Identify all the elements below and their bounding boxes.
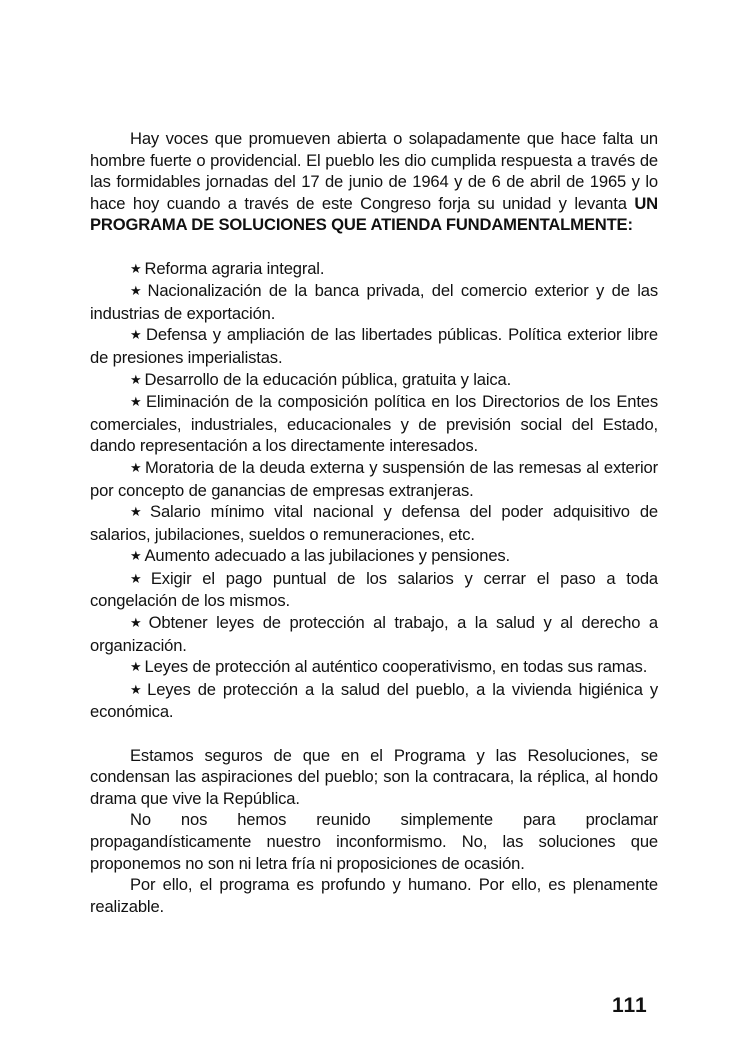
star-icon: ★ xyxy=(130,548,142,564)
program-item xyxy=(90,280,658,324)
program-item-text: Reforma agraria integral. xyxy=(144,258,325,278)
program-item xyxy=(90,258,658,281)
program-list xyxy=(90,258,658,723)
program-item-text: Defensa y ampliación de las libertades públicas. Política exterior libre de presiones imperialistas. xyxy=(90,325,658,367)
program-item xyxy=(90,679,658,723)
program-item xyxy=(90,656,658,679)
star-icon: ★ xyxy=(130,327,144,343)
program-item-text: Leyes de protección a la salud del pueblo, a la vivienda higiénica y económica. xyxy=(90,679,658,722)
intro-text: Hay voces que promueven abierta o solapadamente que hace falta un hombre fuerte o providencial. El pueblo les dio cumplida respuesta a través de las formidables jornadas del 17 de junio de 1964 y de 6 de abril de 1965 y lo hace hoy cuando a través de este Congreso forja su unidad y levanta xyxy=(90,129,658,213)
closing-paragraph: Estamos seguros de que en el Programa y las Resoluciones, se condensan las aspiraciones del pueblo; son la contracara, la réplica, al hondo drama que vive la República. xyxy=(90,745,658,808)
program-item xyxy=(90,369,658,392)
star-icon: ★ xyxy=(130,459,143,475)
closing-paragraph: Por ello, el programa es profundo y humano. Por ello, es plenamente realizable. xyxy=(90,875,658,916)
star-icon: ★ xyxy=(130,260,142,276)
program-item xyxy=(90,568,658,612)
program-item-text: Aumento adecuado a las jubilaciones y pensiones. xyxy=(144,546,511,566)
program-item-text: Nacionalización de la banca privada, del comercio exterior y de las industrias de exportación. xyxy=(90,281,658,323)
star-icon: ★ xyxy=(130,504,148,520)
star-icon: ★ xyxy=(130,570,148,586)
intro-bold-text: UN PROGRAMA DE SOLUCIONES QUE ATIENDA FUNDAMENTALMENTE: xyxy=(90,193,658,235)
program-item xyxy=(90,501,658,545)
program-item-text: Desarrollo de la educación pública, gratuita y laica. xyxy=(144,369,512,389)
program-item-text: Salario mínimo vital nacional y defensa del poder adquisitivo de salarios, jubilaciones, sueldos o remuneraciones, etc. xyxy=(90,502,658,544)
program-item xyxy=(90,457,658,501)
star-icon: ★ xyxy=(130,371,142,387)
program-item xyxy=(90,324,658,368)
program-item-text: Obtener leyes de protección al trabajo, a la salud y al derecho a organización. xyxy=(90,613,658,655)
star-icon: ★ xyxy=(130,659,142,675)
program-item-text: Exigir el pago puntual de los salarios y cerrar el paso a toda congelación de los mismos. xyxy=(90,568,658,611)
page-text xyxy=(90,128,658,917)
star-icon: ★ xyxy=(130,394,143,410)
star-icon: ★ xyxy=(130,681,145,697)
program-item xyxy=(90,391,658,457)
program-item-text: Leyes de protección al auténtico cooperativismo, en todas sus ramas. xyxy=(144,657,648,677)
closing-paragraph: No nos hemos reunido simplemente para proclamar propagandísticamente nuestro inconformismo. No, las soluciones que proponemos no son ni letra fría ni proposiciones de ocasión. xyxy=(90,810,658,873)
star-icon: ★ xyxy=(130,283,145,299)
program-item-text: Moratoria de la deuda externa y suspensión de las remesas al exterior por concepto de ganancias de empresas extranjeras. xyxy=(90,457,658,500)
program-item xyxy=(90,545,658,568)
star-icon: ★ xyxy=(130,615,146,631)
intro-paragraph xyxy=(90,128,658,236)
program-item-text: Eliminación de la composición política en los Directorios de los Entes comerciales, industriales, educacionales y de previsión social del Estado, dando representación a los directamente interesados. xyxy=(90,392,658,456)
page-number: 111 xyxy=(612,994,648,1017)
program-item xyxy=(90,612,658,656)
